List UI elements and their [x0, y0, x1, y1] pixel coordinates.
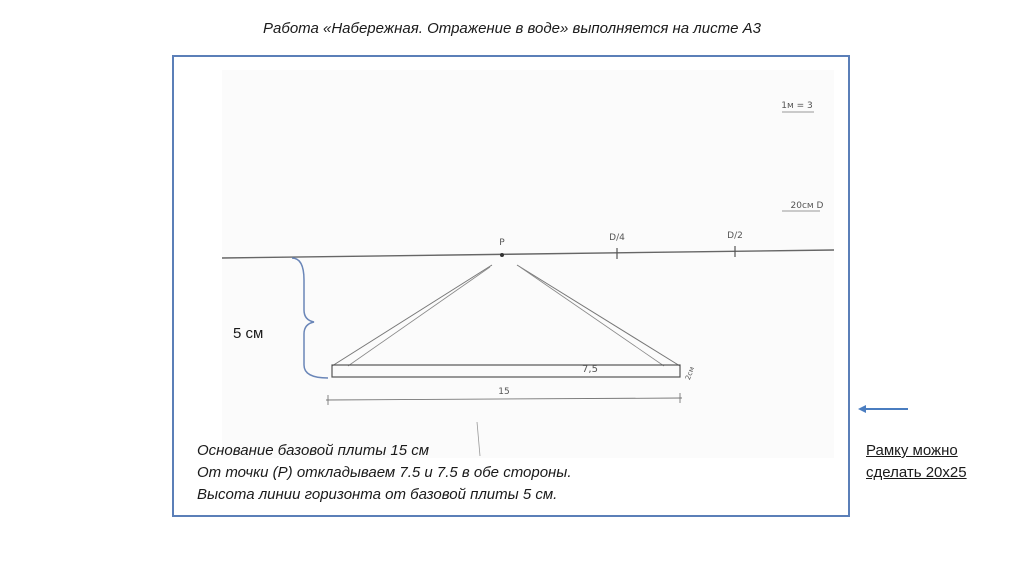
- note-line: От точки (Р) откладываем 7.5 и 7.5 в обе стороны.: [197, 464, 572, 481]
- vanishing-point: [500, 253, 504, 257]
- distance-note: 20см D: [790, 201, 824, 211]
- sketch-photo: [222, 70, 834, 458]
- mid-label: 7,5: [582, 364, 598, 375]
- side-note-line-1: Рамку можно: [866, 442, 958, 459]
- height-dimension-label: 5 см: [233, 325, 264, 342]
- d2-label: D/2: [727, 231, 743, 241]
- side-note-line-2: сделать 20х25: [866, 464, 967, 481]
- frame-size-note: [866, 440, 996, 484]
- scale-note: 1м = 3: [781, 101, 813, 111]
- instruction-notes: [197, 440, 572, 506]
- note-line: Высота линии горизонта от базовой плиты 5 см.: [197, 486, 558, 503]
- note-line: Основание базовой плиты 15 см: [197, 442, 430, 459]
- point-p-label: P: [499, 238, 505, 248]
- side-label: 2см: [684, 365, 697, 382]
- d4-label: D/4: [609, 233, 625, 243]
- left-arrow-icon: [856, 402, 912, 416]
- slide-title: Работа «Набережная. Отражение в воде» выполняется на листе А3: [263, 20, 761, 37]
- base-length-label: 15: [498, 387, 510, 397]
